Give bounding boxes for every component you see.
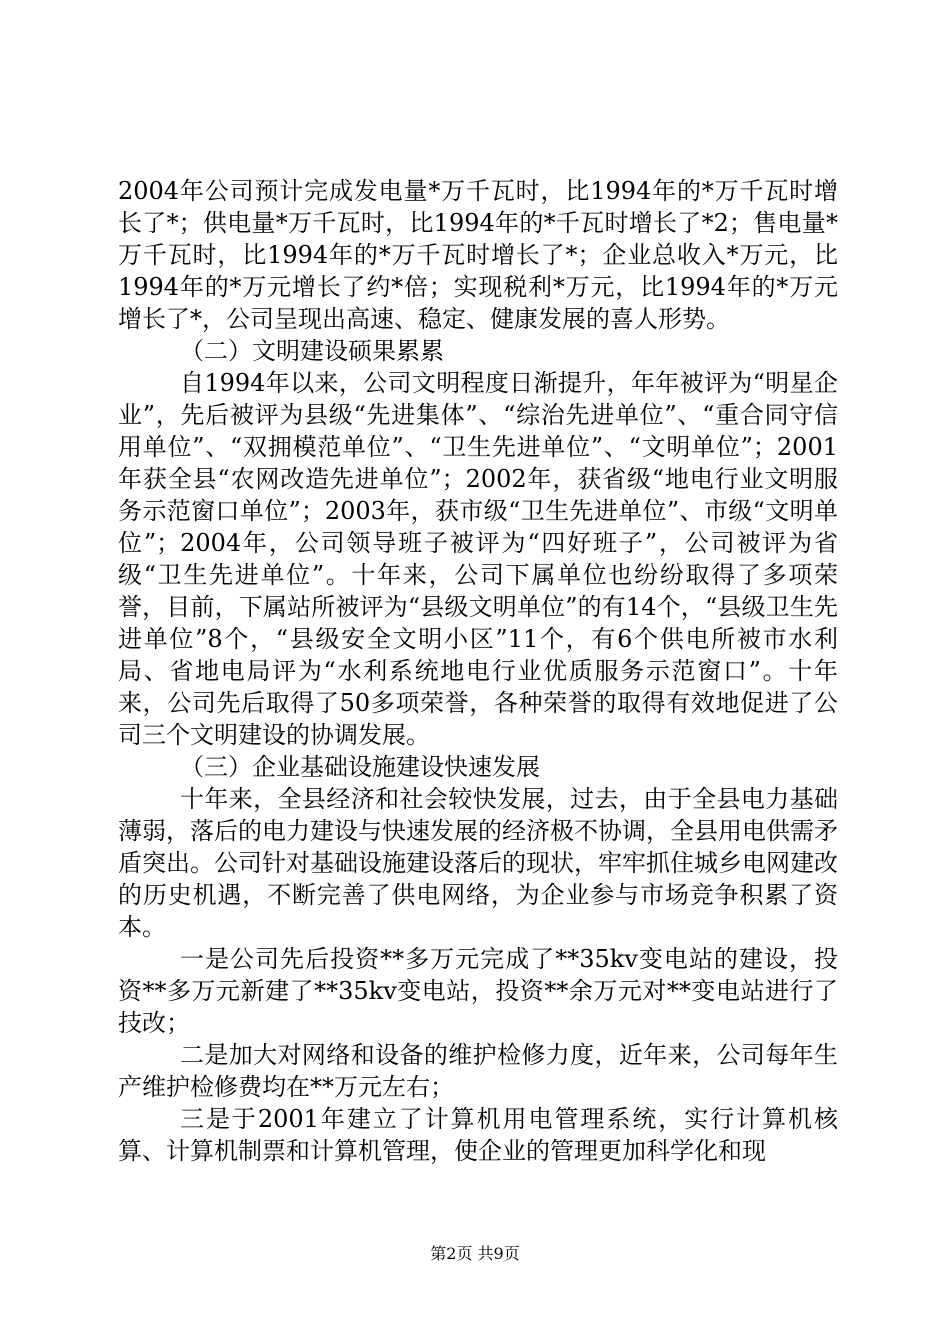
document-body — [118, 175, 838, 1167]
paragraph-growth-stats: 2004年公司预计完成发电量*万千瓦时，比1994年的*万千瓦时增长了*；供电量*万千瓦时，比1994年的*千瓦时增长了*2；售电量*万千瓦时，比1994年的*万千瓦时增长了*；企业总收入*万元，比1994年的*万元增长了约*倍；实现税利*万元，比1994年的*万元增长了*，公司呈现出高速、稳定、健康发展的喜人形势。 — [118, 177, 838, 333]
paragraph-item-three: 三是于2001年建立了计算机用电管理系统，实行计算机核算、计算机制票和计算机管理，使企业的管理更加科学化和现 — [118, 1105, 838, 1165]
paragraph-infrastructure-intro: 十年来，全县经济和社会较快发展，过去，由于全县电力基础薄弱，落后的电力建设与快速发展的经济极不协调，全县用电供需矛盾突出。公司针对基础设施建设落后的现状，牢牢抓住城乡电网建改的历史机遇，不断完善了供电网络，为企业参与市场竞争积累了资本。 — [118, 785, 838, 941]
section-heading-civilization: （二）文明建设硕果累累 — [180, 337, 444, 365]
paragraph-honors: 自1994年以来，公司文明程度日渐提升，年年被评为“明星企业”，先后被评为县级“先进集体”、“综治先进单位”、“重合同守信用单位”、“双拥模范单位”、“卫生先进单位”、“文明单位”；2001年获全县“农网改造先进单位”；2002年，获省级“地电行业文明服务示范窗口单位”；2003年，获市级“卫生先进单位”、市级“文明单位”；2004年，公司领导班子被评为“四好班子”，公司被评为省级“卫生先进单位”。十年来，公司下属单位也纷纷取得了多项荣誉，目前，下属站所被评为“县级文明单位”的有14个，“县级卫生先进单位”8个，“县级安全文明小区”11个，有6个供电所被市水利局、省地电局评为“水利系统地电行业优质服务示范窗口”。十年来，公司先后取得了50多项荣誉，各种荣誉的取得有效地促进了公司三个文明建设的协调发展。 — [118, 369, 838, 749]
paragraph-item-two: 二是加大对网络和设备的维护检修力度，近年来，公司每年生产维护检修费均在**万元左右； — [118, 1041, 838, 1101]
page-footer — [0, 1242, 950, 1266]
section-heading-infrastructure: （三）企业基础设施建设快速发展 — [180, 753, 540, 781]
paragraph-item-one: 一是公司先后投资**多万元完成了**35kv变电站的建设，投资**多万元新建了**35kv变电站，投资**余万元对**变电站进行了技改； — [118, 945, 838, 1037]
page-number-label: 第2页 共9页 — [430, 1244, 520, 1263]
